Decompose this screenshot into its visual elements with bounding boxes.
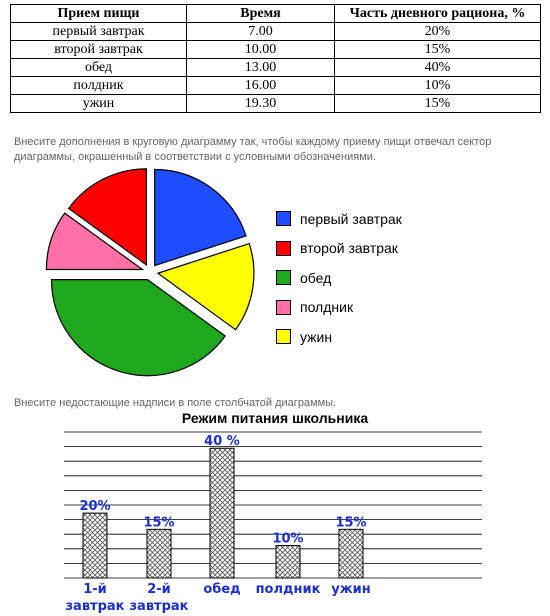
table-cell: обед <box>11 59 187 77</box>
header-meal: Прием пищи <box>11 5 187 23</box>
legend-swatch <box>276 211 291 226</box>
table-row <box>11 77 541 95</box>
bar-category-label: обед <box>203 582 241 597</box>
legend-swatch <box>276 270 291 285</box>
bar-data-label: 15% <box>335 515 367 531</box>
table-row <box>11 41 541 59</box>
legend-item <box>276 293 402 323</box>
bar-data-label: 15% <box>143 515 175 531</box>
bar-instruction: Внесите недостающие надписи в поле столбчатой диаграммы. <box>14 397 337 409</box>
table-cell: 20% <box>335 23 541 41</box>
table-row <box>11 95 541 113</box>
legend-swatch <box>276 241 291 256</box>
table-header-row <box>11 5 541 23</box>
table-cell: 16.00 <box>187 77 335 95</box>
table-cell: полдник <box>11 77 187 95</box>
bar <box>147 529 171 578</box>
bar <box>276 546 300 578</box>
bar <box>210 448 234 578</box>
bar-data-label: 40 % <box>204 434 240 450</box>
table-cell: второй завтрак <box>11 41 187 59</box>
table-cell: 19.30 <box>187 95 335 113</box>
bar-category-label: завтрак <box>65 599 125 614</box>
table-cell: ужин <box>11 95 187 113</box>
table-cell: 15% <box>335 95 541 113</box>
table-cell: 10.00 <box>187 41 335 59</box>
legend-label: полдник <box>300 299 354 316</box>
bar-data-label: 20% <box>79 499 111 515</box>
legend-label: обед <box>300 269 332 286</box>
bar-category-label: ужин <box>331 582 371 597</box>
bar-category-label: полдник <box>255 582 321 597</box>
table-row <box>11 59 541 77</box>
bar-category-label: 1-й <box>83 582 107 597</box>
legend-item <box>276 204 402 234</box>
table-cell: первый завтрак <box>11 23 187 41</box>
table-cell: 13.00 <box>187 59 335 77</box>
table-cell: 40% <box>335 59 541 77</box>
legend-item <box>276 234 402 264</box>
bar <box>339 529 363 578</box>
bar-chart-title: Режим питания школьника <box>181 410 369 426</box>
bar-data-label: 10% <box>272 531 304 547</box>
table-cell: 7.00 <box>187 23 335 41</box>
pie-legend <box>276 204 402 352</box>
legend-item <box>276 322 402 352</box>
header-time: Время <box>187 5 335 23</box>
meal-table <box>10 4 541 113</box>
pie-chart <box>40 162 260 377</box>
table-cell: 10% <box>335 77 541 95</box>
legend-label: ужин <box>300 328 333 345</box>
bar-category-label: завтрак <box>129 599 189 614</box>
legend-item <box>276 263 402 293</box>
header-share: Часть дневного рациона, % <box>335 5 541 23</box>
bar-chart <box>0 430 550 616</box>
table-cell: 15% <box>335 41 541 59</box>
legend-label: второй завтрак <box>300 240 398 257</box>
bar <box>83 513 107 578</box>
pie-instruction: Внесите дополнения в круговую диаграмму так, чтобы каждому приему пищи отвечал сектор диаграммы, окрашенный в соответствии с условными обозначениями. <box>14 136 492 163</box>
bar-category-label: 2-й <box>147 582 171 597</box>
legend-label: первый завтрак <box>300 210 402 227</box>
legend-swatch <box>276 329 291 344</box>
table-row <box>11 23 541 41</box>
legend-swatch <box>276 300 291 315</box>
